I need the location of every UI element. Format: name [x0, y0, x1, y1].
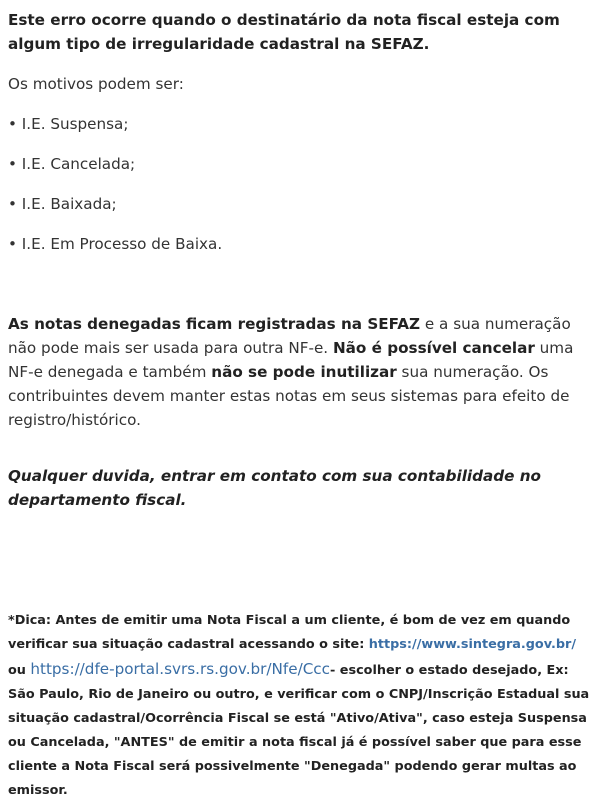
denied-registered-text: As notas denegadas ficam registradas na SEFAZ [8, 315, 421, 333]
reasons-heading: Os motivos podem ser: [8, 75, 184, 93]
denied-numbering-text: e a sua numeração não pode mais ser usada para outra NF-e. [8, 315, 571, 357]
reason-item-suspensa: • I.E. Suspensa; [8, 115, 129, 133]
tip-or-text: ou [8, 663, 31, 678]
reason-item-processo-baixa: • I.E. Em Processo de Baixa. [8, 235, 223, 253]
tip-paragraph [8, 609, 596, 803]
reason-item-baixada: • I.E. Baixada; [8, 195, 117, 213]
tip-intro-text: *Dica: Antes de emitir uma Nota Fiscal a um cliente, é bom de vez em quando verificar sua situação cadastral acessando o site: [8, 613, 571, 652]
dfe-portal-link[interactable]: https://dfe-portal.svrs.rs.gov.br/Nfe/Ccc [30, 660, 331, 678]
denied-notes-paragraph [8, 312, 588, 432]
reason-item-cancelada: • I.E. Cancelada; [8, 155, 136, 173]
denied-keep-records-text: sua numeração. Os contribuintes devem manter estas notas em seus sistemas para efeito de registro/histórico. [8, 363, 570, 429]
denied-cannot-cancel-text: Não é possível cancelar [332, 339, 535, 357]
sintegra-link[interactable]: https://www.sintegra.gov.br/ [368, 637, 577, 652]
tip-instructions-text: - escolher o estado desejado, Ex: São Paulo, Rio de Janeiro ou outro, e verificar com o CNPJ/Inscrição Estadual sua situação cadastral/Ocorrência Fiscal se está "Ativo/Ativa", caso esteja Suspensa ou Cancelada, "ANTES" de emitir a nota fiscal já é possível saber que para esse cliente a Nota Fiscal será possivelmente "Denegada" podendo gerar multas ao emissor. [8, 663, 590, 798]
contact-paragraph: Qualquer duvida, entrar em contato com sua contabilidade no departamento fiscal. [8, 467, 541, 509]
denied-cannot-void-text: não se pode inutilizar [211, 363, 397, 381]
intro-paragraph: Este erro ocorre quando o destinatário da nota fiscal esteja com algum tipo de irregularidade cadastral na SEFAZ. [8, 11, 560, 53]
denied-also-text: uma NF-e denegada e também [8, 339, 574, 381]
